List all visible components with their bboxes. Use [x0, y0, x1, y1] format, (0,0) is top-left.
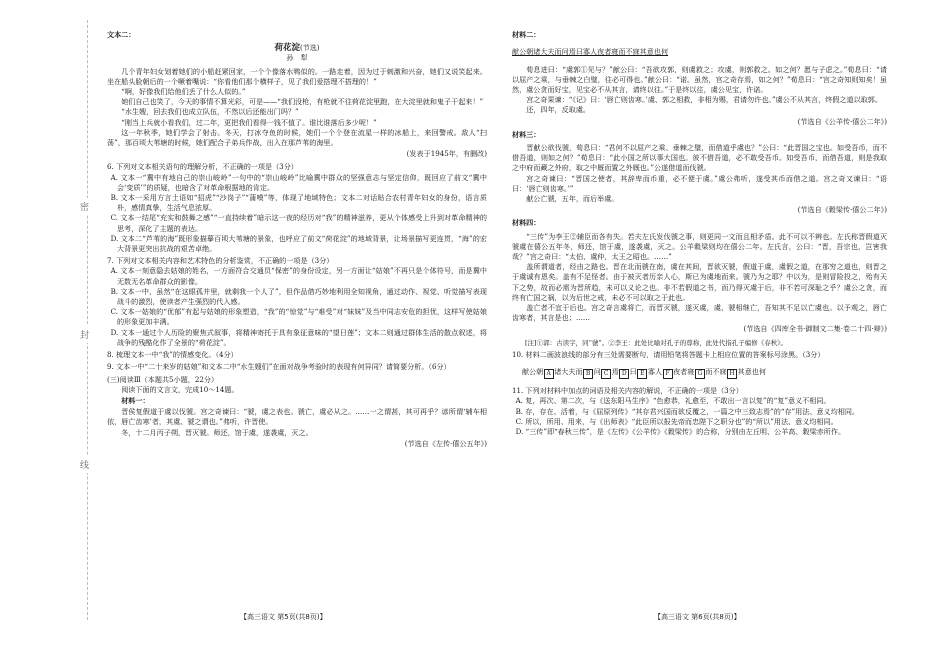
binding-margin [0, 0, 102, 650]
material-2-paragraph: 荀息进曰：“虞郭①见与？”献公曰：“吾欲攻郭，则虞救之；攻虞，则郭救之。如之何？愿与子虑之。”荀息曰：“请以屈产之乘，与垂棘之白璧，往必可得也。”献公曰：“诺。虽然，宫之奇存焉，如之何？”荀息曰：“宫之奇知则知矣！虽然，虞公贪而好宝，见宝必不从其言，请终以往。”于是终以往，虞公见宝，许诺。 [512, 64, 887, 94]
binding-dashed-line [87, 20, 88, 620]
question-10-stem: 10. 材料二画波浪线的部分有三处需要断句，请用铅笔将答题卡上相应位置的答案标号涂黑。（3分） [512, 349, 825, 359]
story-author: 孙 犁 [286, 54, 308, 63]
binding-char-mi: 密 [80, 198, 89, 215]
question-6-stem: 6. 下列对文本相关语句的理解分析，不正确的一项是（3分） [107, 162, 298, 172]
question-11-option-b: B. 存，存在、活着，与《屈原列传》“其存君兴国而欲反覆之，一篇之中三致志焉”的“存”用法、意义均相同。 [515, 406, 860, 416]
question-7-option-d: D. 文本一通过个人历险的聚焦式叙事，将精神寄托于具有象征意味的“望日莲”；文本二则通过群体生活的散点叙述，将战争的残酷化作了全景的“荷花淀”。 [110, 327, 487, 347]
material-1-text: 晋侯复假道于虞以伐虢。宫之奇谏曰：“虢，虞之表也。虢亡，虞必从之。……一之谓甚，其可再乎？谚所谓‘辅车相依，唇亡齿寒’者，其虞、虢之谓也。”弗听，许晋使。 [107, 407, 487, 427]
page-footer-right: 【高三语文 第6页(共8页)】 [654, 613, 741, 621]
material-2-paragraph: 还，四年，反取虞。 [526, 105, 591, 115]
answer-box-f[interactable]: F [663, 369, 673, 379]
story-paragraph: “啊，好像我们给他们丢了什么人似的。” [121, 87, 246, 97]
story-title: 荷花淀(节选) [274, 43, 320, 54]
material-3-paragraph: 宫之奇谏曰：“晋国之使者，其辞卑而币重，必不便于虞。”虞公弗听，遂受其币而借之道。宫之奇又谏曰：“语曰：‘唇亡则齿寒。’” [512, 173, 887, 193]
answer-box-e[interactable]: E [637, 369, 647, 379]
story-paragraph: “刚当上兵就小看我们，过二年，更把我们看得一钱不值了。谁比谁落后多少呢！” [121, 117, 377, 127]
answer-box-g[interactable]: G [695, 369, 705, 379]
question-11-option-c: C. 所以，所用、用来，与《出师表》“此臣所以报先帝而忠陛下之职分也”的“所以”用法、意义均相同。 [515, 416, 838, 426]
question-6-option-a: A. 文本一“冀中有地自己的崇山峻岭”一句中的“崇山峻岭”比喻冀中群众的坚强意志与坚定信仰，既回应了前文“冀中会‘变质’”的质疑，也暗含了对革命根据地的肯定。 [110, 172, 487, 192]
question-11-stem: 11. 下列对材料中加点的词语及相关内容的解说，不正确的一项是（3分） [512, 386, 743, 396]
question-7-stem: 7. 下列对文本相关内容和艺术特色的分析鉴赏，不正确的一项是（3分） [107, 256, 334, 266]
question-7-option-c: C. 文本一姑娘的“优郁”有起与姑娘的形象塑造，“我”的“惊觉”与“难受”对“妹妹”及当中同志安危的担忧，这样写使姑娘的形象更加丰满。 [110, 307, 487, 327]
material-4-paragraph: “三传”为李王②辅臣而各有失。若夫左氏发伐虢之事，则更同一文而且相矛盾。此不可以不辨也。左氏称晋假道灭虢虞在僖公五年冬，师还，馆于虞，遂袭虞，灭之。公羊穀梁则均在僖公二年。左氏言，公曰：“晋，吾宗也，岂害我哉？”宫之奇曰：“太伯、虞仲，太王之昭也。……” [512, 231, 887, 262]
story-paragraph: 几个青年妇女划着她们的小船赶紧回家，一个个像落水鸭似的。一路走着，因为过于刺激和兴奋，她们又说笑起来。坐在船头脸朝后的一个噘着嘴说：“你看他们那个横样子，见了我们爱搭理不搭理的！” [107, 66, 487, 86]
question-11-option-d: D. “三传”即“春秋三传”，是《左传》《公羊传》《穀梁传》的合称，分别由左丘明、公羊高、穀梁赤所作。 [515, 427, 846, 437]
material-3-paragraph: 献公亡虢，五年，而后举虞。 [526, 194, 619, 204]
material-4-paragraph: 盖亡者不宜于后也。宫之奇言虞将亡，而晋灭虢，遂灭虞，虞、虢相继亡，吾知其不足以亡虞也。以予观之，唇亡齿寒者，其言是也；…… [512, 303, 887, 323]
question-10-sentence: 献公朝 A 诸大夫而 B 问 C 焉 D 曰 E 寡人 F 夜者寝 G 而不寐 H 其意也何 [521, 367, 766, 378]
question-7-option-a: A. 文本一刻意隐去姑娘的姓名，一方面符合交通员“保密”的身份设定，另一方面让“姑娘”不再只是个体符号，而是冀中无数无名革命群众的影像。 [110, 266, 487, 286]
binding-char-xian: 线 [80, 456, 89, 473]
material-2-paragraph: 宫之奇果谏：“《记》曰：‘唇亡则齿寒。’虞、郭之相救，非相为赐，君请勿许也。”虞公不从其言，终假之道以取郭。 [526, 95, 882, 105]
material-4-heading: 材料四： [512, 218, 541, 228]
question-9: 9. 文本一中“二十来岁的姑娘”和文本二中“水生嫂们”在面对战争考验时的表现有何异同？请简要分析。（6分） [107, 362, 451, 372]
question-6-option-d: D. 文本二“芦苇的海”既形象描摹百顷大苇塘的景象，也呼应了前文“荷花淀”的地域背景，让场景描写更连贯，“海”的宏大背景更突出抗战的艰苦卓绝。 [110, 233, 487, 254]
answer-box-b[interactable]: B [583, 369, 593, 379]
material-4-paragraph: 盖所谓道者，经由之路也。晋在北而虢在南，虞在其间，晋欲灭虢，假道于虞，虞假之道，在那穷之道也，则晋之于虞诚有恩矣。盖有不足怪者。由于被灭者历亲人心，斯已为虞地而来。虢乃为之耶？中以为，是则冒险投之，殆有天下之势，故而必需为晋所趋，未可以义论之也。非不若假道之书，而乃得灭虞于后，非不若可深耻之乎？虞公之贪，而终有亡国之祸，以为后世之戒，未必不可以取之于此也。 [512, 262, 887, 302]
material-3-paragraph: 晋献公欲伐虢，荀息曰：“君何不以屈产之乘、垂棘之璧，而借道乎虞也？”公曰：“此晋国之宝也。如受吾币，而不借吾道，则如之何？”荀息曰：“此小国之所以事大国也。彼不借吾道，必不敢受吾币。如受吾币，而借吾道，则是我取之中府而藏之外府，取之中厩而置之外厩也。”公遂借道而伐虢。 [512, 143, 887, 173]
question-11-option-a: A. 复，再次、第二次，与《送东阳马生序》“色愈恭，礼愈至，不敢出一言以复”的“复”意义不相同。 [515, 396, 831, 406]
material-1-text: 冬，十二月丙子朔，晋灭虢。师还，馆于虞，遂袭虞，灭之。 [121, 427, 313, 437]
answer-box-h[interactable]: H [727, 369, 737, 379]
story-paragraph: 她们自己也笑了，今天的事情不算光彩，可是——“我们没枪，有枪就不往荷花淀里跑，在大淀里就和鬼子干起来！” [121, 97, 484, 107]
material-2-heading: 材料二： [512, 30, 541, 39]
right-page-column [512, 30, 887, 437]
question-7-option-b: B. 文本一中，虽然“在这眼孤井里，就剩我一个人了”，但作品借巧妙地利用全知视角，通过动作、视觉、听觉描写表现战斗的激烈，使读者产生强烈的代入感。 [110, 286, 487, 307]
material-3-source: (节选自《穀梁传·僖公二年》) [797, 205, 887, 215]
question-6-option-b: B. 文本一采用方言土语如“招虎”“沙岗子”“蒲嗼”等，体现了地域特色；文本二对话贴合农村青年妇女的身份，语言质朴，感情真挚，生活气息浓厚。 [110, 193, 487, 213]
material-1-heading: 材料一： [121, 395, 150, 405]
section-3-heading: (三)阅读Ⅲ（本题共5小题，22分） [107, 374, 219, 384]
material-1-source: (节选自《左传·僖公五年》) [404, 438, 487, 448]
answer-box-c[interactable]: C [601, 369, 611, 379]
material-2-wavy-sentence: 献公朝诸大夫而问焉曰寡人夜者寝而不寐其意也何 [512, 47, 669, 57]
material-4-source: (节选自《四库全书·御制文二集·卷二十四·辩》) [743, 324, 887, 334]
question-8: 8. 梳理文本一中“我”的情感变化。（4分） [107, 350, 238, 360]
material-4-note: [注]①郭：古读字，同“虢”。②李王：此处比喻对孔子的尊称，此处代指孔子编修《春秋》。 [525, 338, 787, 347]
question-6-option-c: C. 文本一结尾“充实和鼓舞之感”“一直持续着”暗示这一夜的经历对“我”的精神滋养，更从个体感受上升到对革命精神的思考，深化了主题的表达。 [110, 213, 487, 233]
story-paragraph: 这一年秋季，她们学会了射击。冬天，打冰夺鱼的时候，她们一个个登在流星一样的冰船上，来回警戒。敌人“扫荡”，那百顷大苇塘的时候，她们配合子弟兵作战，出入在那芦苇的海里。 [107, 127, 487, 148]
answer-box-a[interactable]: A [544, 369, 554, 379]
binding-char-feng: 封 [80, 326, 89, 343]
page-footer-left: 【高三语文 第5页(共8页)】 [240, 613, 327, 621]
section-3-instruction: 阅读下面的文言文，完成10～14题。 [121, 384, 239, 394]
story-source: (发表于1945年，有删改) [406, 149, 487, 159]
left-page-column [107, 30, 487, 452]
text2-heading: 文本二： [107, 30, 136, 39]
material-3-heading: 材料三： [512, 129, 541, 139]
story-paragraph: “水生嫂，回去我们也成立队伍，不然以后还能出门吗？” [121, 107, 299, 117]
answer-box-d[interactable]: D [619, 369, 629, 379]
material-2-source: (节选自《公羊传·僖公二年》) [797, 116, 887, 126]
